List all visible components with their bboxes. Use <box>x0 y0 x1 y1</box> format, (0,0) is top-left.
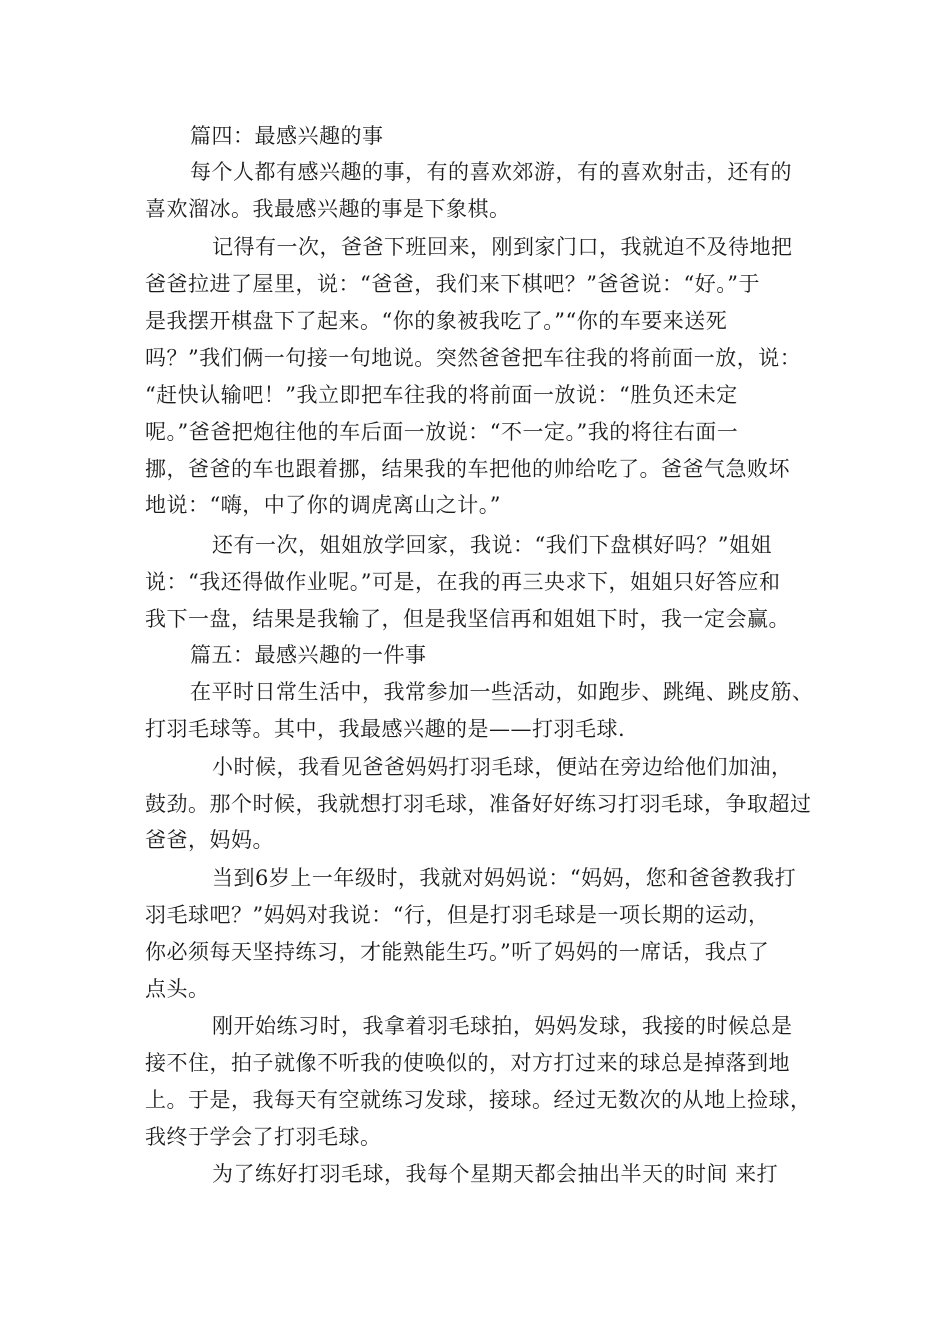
text-line: 说：“我还得做作业呢。”可是，在我的再三央求下，姐姐只好答应和 <box>145 570 781 594</box>
text-line: 打羽毛球等。其中，我最感兴趣的是——打羽毛球. <box>145 717 626 741</box>
text-line: 我下一盘，结果是我输了，但是我坚信再和姐姐下时，我一定会赢。 <box>145 607 790 631</box>
text-line: 你必须每天坚持练习，才能熟能生巧。”听了妈妈的一席话，我点了 <box>145 940 770 964</box>
text-line: 记得有一次，爸爸下班回来，刚到家门口，我就迫不及待地把 <box>212 235 793 259</box>
text-line: 呢。”爸爸把炮往他的车后面一放说：“不一定。”我的将往右面一 <box>145 420 739 444</box>
text-line: 每个人都有感兴趣的事，有的喜欢郊游，有的喜欢射击，还有的 <box>190 160 792 184</box>
text-line: 我终于学会了打羽毛球。 <box>145 1125 382 1149</box>
text-line: 接不住，拍子就像不听我的使唤似的，对方打过来的球总是掉落到地 <box>145 1051 790 1075</box>
text-line: 吗？”我们俩一句接一句地说。突然爸爸把车往我的将前面一放，说： <box>145 346 802 370</box>
text-line: “赶快认输吧！”我立即把车往我的将前面一放说：“胜负还未定 <box>145 383 738 407</box>
section-title-4: 篇四：最感兴趣的事 <box>190 124 384 148</box>
text-line: 小时候，我看见爸爸妈妈打羽毛球，便站在旁边给他们加油， <box>212 755 793 779</box>
text-line: 爸爸，妈妈。 <box>145 828 274 852</box>
section-title-5: 篇五：最感兴趣的一件事 <box>190 643 427 667</box>
text-line: 爸爸拉进了屋里，说：“爸爸，我们来下棋吧？”爸爸说：“好。”于 <box>145 272 760 296</box>
text-line: 鼓劲。那个时候，我就想打羽毛球，准备好好练习打羽毛球，争取超过 <box>145 792 812 816</box>
text-line: 为了练好打羽毛球，我每个星期天都会抽出半天的时间 来打 <box>212 1162 779 1186</box>
text-line: 点头。 <box>145 977 210 1001</box>
text-line: 还有一次，姐姐放学回家，我说：“我们下盘棋好吗？”姐姐 <box>212 533 772 557</box>
text-line: 地说：“嗨，中了你的调虎离山之计。” <box>145 493 501 517</box>
text-line: 喜欢溜冰。我最感兴趣的事是下象棋。 <box>145 197 511 221</box>
text-line: 刚开始练习时，我拿着羽毛球拍，妈妈发球，我接的时候总是 <box>212 1014 793 1038</box>
text-line: 羽毛球吧？”妈妈对我说：“行，但是打羽毛球是一项长期的运动， <box>145 903 770 927</box>
text-line: 上。于是，我每天有空就练习发球，接球。经过无数次的从地上捡球， <box>145 1088 812 1112</box>
text-line: 当到6岁上一年级时，我就对妈妈说：“妈妈，您和爸爸教我打 <box>212 866 797 890</box>
text-line: 在平时日常生活中，我常参加一些活动，如跑步、跳绳、跳皮筋、 <box>190 680 814 704</box>
text-line: 挪，爸爸的车也跟着挪，结果我的车把他的帅给吃了。爸爸气急败坏 <box>145 457 790 481</box>
text-line: 是我摆开棋盘下了起来。“你的象被我吃了。”“你的车要来送死 <box>145 309 728 333</box>
